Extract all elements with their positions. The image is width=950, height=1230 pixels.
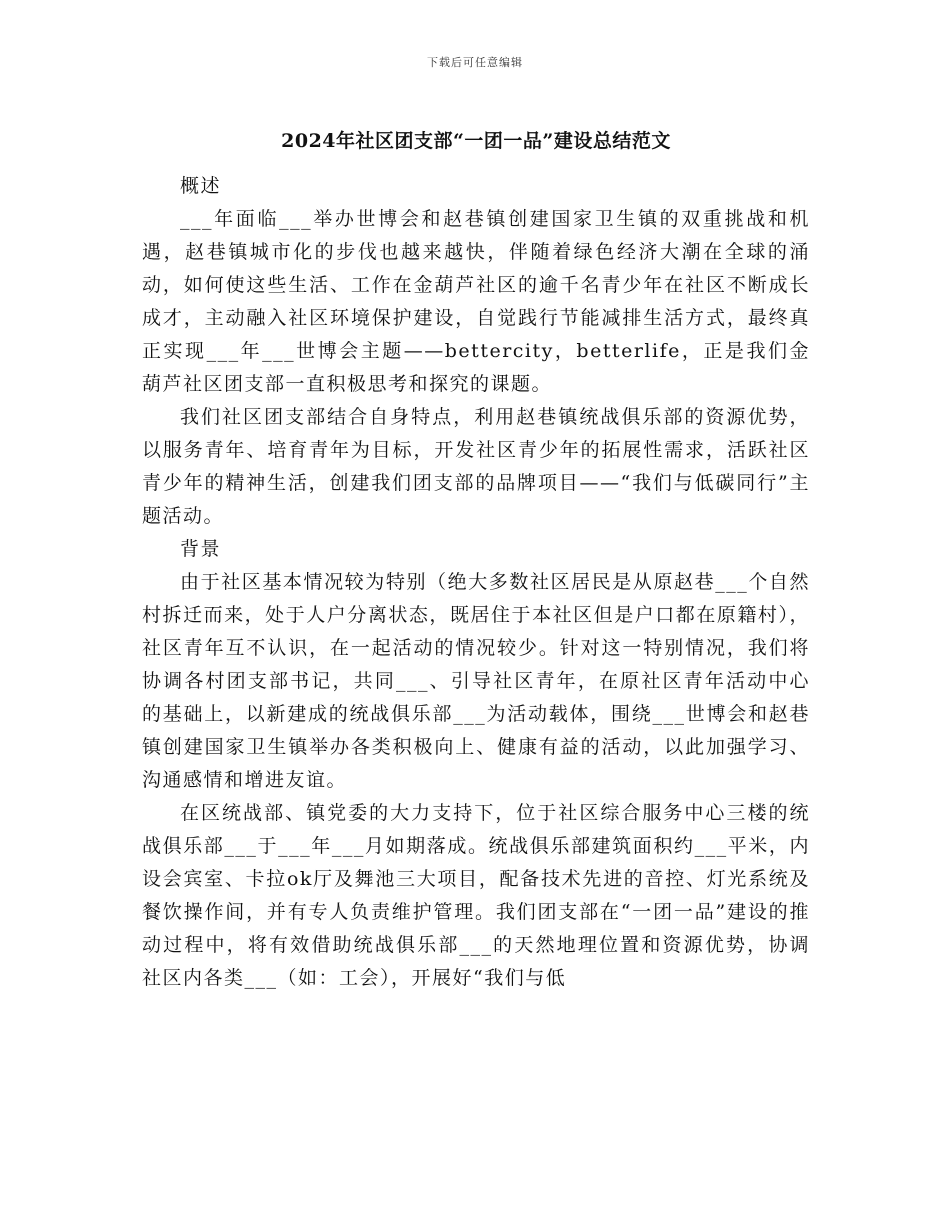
document-body xyxy=(142,170,810,995)
document-title: 2024年社区团支部“一团一品”建设总结范文 xyxy=(281,130,671,152)
paragraph: ___年面临___举办世博会和赵巷镇创建国家卫生镇的双重挑战和机遇，赵巷镇城市化的步伐也越来越快，伴随着绿色经济大潮在全球的涌动，如何使这些生活、工作在金葫芦社区的逾千名青少年在社区不断成长成才，主动融入社区环境保护建设，自觉践行节能减排生活方式，最终真正实现___年___世博会主题——bettercity，betterlife，正是我们金葫芦社区团支部一直积极思考和探究的课题。 xyxy=(142,208,810,395)
section-heading-overview: 概述 xyxy=(180,175,222,197)
paragraph: 在区统战部、镇党委的大力支持下，位于社区综合服务中心三楼的统战俱乐部___于___年___月如期落成。统战俱乐部建筑面积约___平米，内设会宾室、卡拉ok厅及舞池三大项目，配备技术先进的音控、灯光系统及餐饮操作间，并有专人负责维护管理。我们团支部在“一团一品”建设的推动过程中，将有效借助统战俱乐部___的天然地理位置和资源优势，协调社区内各类___（如：工会），开展好“我们与低 xyxy=(142,802,810,989)
page-header: 下载后可任意编辑 xyxy=(427,56,523,69)
paragraph: 由于社区基本情况较为特别（绝大多数社区居民是从原赵巷___个自然村拆迁而来，处于人户分离状态，既居住于本社区但是户口都在原籍村），社区青年互不认识，在一起活动的情况较少。针对这一特别情况，我们将协调各村团支部书记，共同___、引导社区青年，在原社区青年活动中心的基础上，以新建成的统战俱乐部___为活动载体，围绕___世博会和赵巷镇创建国家卫生镇举办各类积极向上、健康有益的活动，以此加强学习、沟通感情和增进友谊。 xyxy=(142,571,810,791)
section-heading-background: 背景 xyxy=(180,538,222,560)
paragraph: 我们社区团支部结合自身特点，利用赵巷镇统战俱乐部的资源优势，以服务青年、培育青年为目标，开发社区青少年的拓展性需求，活跃社区青少年的精神生活，创建我们团支部的品牌项目——“我们与低碳同行”主题活动。 xyxy=(142,406,810,527)
